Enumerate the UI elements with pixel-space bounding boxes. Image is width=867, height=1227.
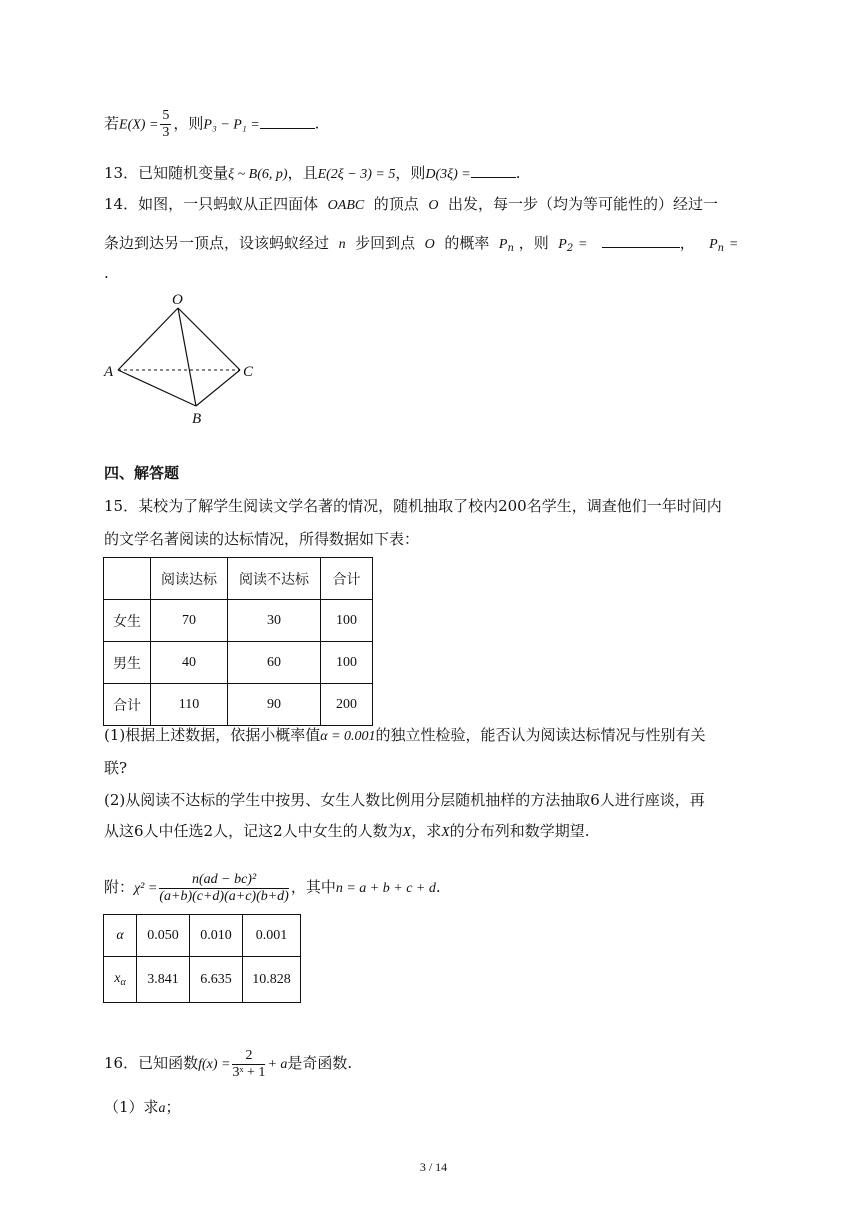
- label-C: C: [243, 364, 254, 380]
- table-cell: 60: [228, 642, 321, 684]
- tetrahedron-figure: [100, 288, 270, 428]
- table-cell: 6.635: [190, 957, 243, 1003]
- section-heading: 四、解答题: [104, 464, 180, 482]
- table-cell: 0.050: [137, 915, 190, 957]
- table-cell: 110: [151, 684, 228, 726]
- table-cell: 阅读达标: [151, 558, 228, 600]
- table-cell: 100: [321, 642, 373, 684]
- label-B: B: [192, 411, 202, 427]
- table-row: [104, 915, 301, 957]
- question-13: 13．已知随机变量ξ ~ B(6, p)，且E(2ξ − 3) = 5，则D(3ξ) = .: [104, 164, 521, 182]
- table-cell: 0.001: [243, 915, 301, 957]
- question-15-line2: 的文学名著阅读的达标情况，所得数据如下表：: [104, 530, 420, 548]
- chi-square-formula: 附：χ² = $\frac{\text{n(ad − bc)²}}{(a+b)(c+d)(a+c)(b+d)}$ ，其中n = a + b + c + d.: [104, 871, 441, 904]
- table-cell: 100: [321, 600, 373, 642]
- table-cell: 合计: [104, 684, 151, 726]
- edge-AB: [118, 370, 196, 406]
- q12-tail: 若E(X) = $\frac{5}{3}$ ，则P₃ − P₁ = .: [104, 108, 320, 140]
- chi-square-fraction: $\frac{\text{n(ad − bc)²}}{(a+b)(c+d)(a+c)(b+d)}$: [159, 871, 289, 904]
- table-cell: [104, 558, 151, 600]
- fraction-5-3: $\frac{5}{3}$: [162, 108, 170, 140]
- table-cell: 70: [151, 600, 228, 642]
- question-15-part1-line2: 联?: [104, 759, 128, 777]
- question-16-part1: （1）求a；: [104, 1098, 181, 1116]
- answer-blank-13: [471, 163, 516, 178]
- table-cell: α: [104, 915, 137, 957]
- table-cell: 90: [228, 684, 321, 726]
- table-cell: 10.828: [243, 957, 301, 1003]
- table-cell: 阅读不达标: [228, 558, 321, 600]
- question-14-line1: 14．如图，一只蚂蚁从正四面体 OABC 的顶点 O 出发，每一步（均为等可能性的）经过一: [104, 195, 719, 213]
- question-15-part2-line2: 从这6人中任选2人，记这2人中女生的人数为X，求X的分布列和数学期望.: [104, 822, 590, 840]
- question-15-line1: 15．某校为了解学生阅读文学名著的情况，随机抽取了校内200名学生，调查他们一年时间内: [104, 497, 722, 515]
- question-14-line2: 条边到达另一顶点，设该蚂蚁经过 n 步回到点 O 的概率 $P_n$ ，则 $P_2$ = ， $P_n$ =: [104, 234, 739, 254]
- function-fraction: $\frac{2}{\text{3ˣ + 1}}$: [232, 1047, 266, 1080]
- table-cell: 30: [228, 600, 321, 642]
- edge-OA: [118, 308, 178, 370]
- table-cell: 200: [321, 684, 373, 726]
- page-number: 3 / 14: [419, 1160, 448, 1174]
- table-cell: 0.010: [190, 915, 243, 957]
- question-15-part2-line1: (2)从阅读不达标的学生中按男、女生人数比例用分层随机抽样的方法抽取6人进行座谈，再: [104, 791, 705, 809]
- table-cell: 合计: [321, 558, 373, 600]
- question-14-line3: .: [104, 264, 109, 282]
- table-row: [104, 957, 301, 1003]
- question-15-part1-line1: (1)根据上述数据，依据小概率值α = 0.001的独立性检验，能否认为阅读达标情况与性别有关: [104, 726, 706, 744]
- label-A: A: [104, 364, 114, 380]
- table-row: [104, 642, 373, 684]
- question-16: 16．已知函数f(x) = $\frac{2}{\text{3ˣ + 1}}$ + a是奇函数.: [104, 1047, 353, 1080]
- table-cell: $x_\alpha$: [104, 957, 137, 1003]
- answer-blank-12: [260, 114, 315, 129]
- answer-blank-14a: [602, 233, 680, 248]
- table-cell: 女生: [104, 600, 151, 642]
- reading-table: [103, 557, 373, 726]
- label-O: O: [172, 292, 183, 308]
- table-cell: 3.841: [137, 957, 190, 1003]
- table-header-row: [104, 558, 373, 600]
- table-cell: 男生: [104, 642, 151, 684]
- edge-BC: [196, 370, 240, 406]
- table-row: [104, 600, 373, 642]
- critical-value-table: [103, 914, 301, 1003]
- table-row: [104, 684, 373, 726]
- table-cell: 40: [151, 642, 228, 684]
